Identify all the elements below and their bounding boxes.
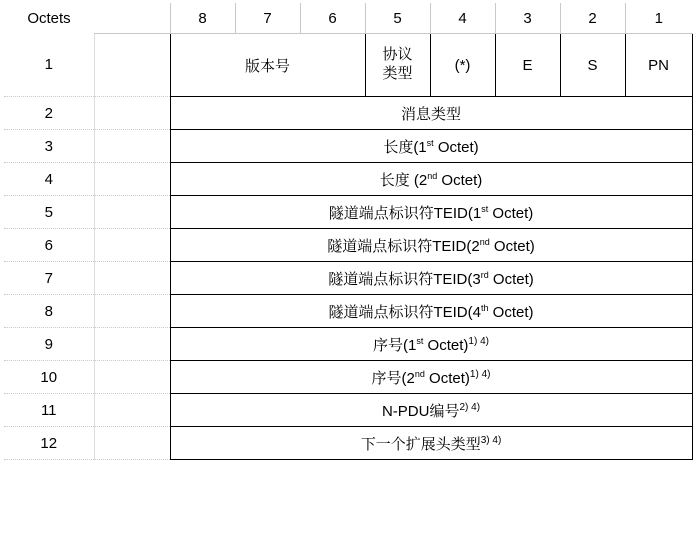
row-index-12: 12 <box>4 427 94 460</box>
table-row <box>4 361 692 394</box>
field-teid-octet2-base: 隧道端点标识符TEID(2 <box>327 237 480 255</box>
row-gap-7 <box>94 262 170 295</box>
field-teid-octet4-sup: th <box>480 302 489 313</box>
field-teid-octet4-tail: Octet) <box>488 303 534 321</box>
field-teid-octet2-tail: Octet) <box>489 237 535 255</box>
field-reserved: (*) <box>430 34 495 97</box>
row-gap-4 <box>94 163 170 196</box>
field-length-octet1-tail: Octet) <box>433 138 479 156</box>
table-header-row <box>4 3 692 34</box>
field-version: 版本号 <box>170 34 365 97</box>
field-length-octet2-sup: nd <box>427 170 438 181</box>
row-index-3: 3 <box>4 130 94 163</box>
field-length-octet2 <box>170 163 692 196</box>
row-gap-9 <box>94 328 170 361</box>
field-teid-octet4-base: 隧道端点标识符TEID(4 <box>328 303 481 321</box>
table-row <box>4 97 692 130</box>
gtp-header-table <box>4 3 693 460</box>
field-e-flag: E <box>495 34 560 97</box>
row-index-8: 8 <box>4 295 94 328</box>
row-gap-1 <box>94 34 170 97</box>
field-length-octet2-base: 长度 (2 <box>379 171 428 189</box>
table-row <box>4 427 692 460</box>
header-bit-1: 1 <box>625 3 692 34</box>
table-row <box>4 130 692 163</box>
header-spacer-cell <box>94 3 170 34</box>
header-bit-6: 6 <box>300 3 365 34</box>
field-teid-octet1-sup: st <box>481 203 489 214</box>
field-sequence-octet2 <box>170 361 692 394</box>
field-next-extension-header-type-base: 下一个扩展头类型 <box>360 435 481 453</box>
field-npdu-number-note: 2) 4) <box>459 401 481 413</box>
row-index-9: 9 <box>4 328 94 361</box>
field-sequence-octet1-tail: Octet) <box>423 336 469 354</box>
table-row <box>4 262 692 295</box>
field-sequence-octet1 <box>170 328 692 361</box>
field-teid-octet2-sup: nd <box>479 236 490 247</box>
field-length-octet1-base: 长度(1 <box>383 138 427 156</box>
header-bit-4: 4 <box>430 3 495 34</box>
header-bit-7: 7 <box>235 3 300 34</box>
field-length-octet1 <box>170 130 692 163</box>
table-row <box>4 34 692 97</box>
field-message-type: 消息类型 <box>170 97 692 130</box>
field-sequence-octet1-base: 序号(1 <box>373 336 417 354</box>
field-teid-octet3-base: 隧道端点标识符TEID(3 <box>328 270 481 288</box>
field-teid-octet3-sup: rd <box>480 269 489 280</box>
row-gap-10 <box>94 361 170 394</box>
field-next-extension-header-type <box>170 427 692 460</box>
field-pn-flag: PN <box>625 34 692 97</box>
row-gap-8 <box>94 295 170 328</box>
row-index-6: 6 <box>4 229 94 262</box>
row-gap-11 <box>94 394 170 427</box>
field-sequence-octet1-sup: st <box>416 335 424 346</box>
field-npdu-number <box>170 394 692 427</box>
field-teid-octet1-base: 隧道端点标识符TEID(1 <box>328 204 482 222</box>
field-npdu-number-base: N-PDU编号 <box>381 402 460 420</box>
row-index-1: 1 <box>4 34 94 97</box>
field-teid-octet1 <box>170 196 692 229</box>
field-teid-octet1-tail: Octet) <box>488 204 534 222</box>
table-row <box>4 295 692 328</box>
gtp-header-diagram <box>0 3 697 553</box>
table-row <box>4 196 692 229</box>
field-teid-octet2 <box>170 229 692 262</box>
row-index-11: 11 <box>4 394 94 427</box>
field-teid-octet3 <box>170 262 692 295</box>
field-teid-octet3-tail: Octet) <box>488 270 534 288</box>
header-bit-5: 5 <box>365 3 430 34</box>
table-row <box>4 328 692 361</box>
field-sequence-octet1-note: 1) 4) <box>468 335 489 347</box>
field-sequence-octet2-note: 1) 4) <box>469 368 491 380</box>
field-protocol-type-line1: 协议 <box>382 46 413 64</box>
header-bit-3: 3 <box>495 3 560 34</box>
field-protocol-type-line2: 类型 <box>382 65 413 82</box>
row-index-7: 7 <box>4 262 94 295</box>
field-protocol-type <box>365 34 430 97</box>
row-gap-5 <box>94 196 170 229</box>
field-teid-octet4 <box>170 295 692 328</box>
field-sequence-octet2-base: 序号(2 <box>371 369 415 387</box>
row-index-10: 10 <box>4 361 94 394</box>
header-bit-2: 2 <box>560 3 625 34</box>
field-next-extension-header-type-note: 3) 4) <box>480 434 502 446</box>
row-gap-2 <box>94 97 170 130</box>
row-index-4: 4 <box>4 163 94 196</box>
field-sequence-octet2-tail: Octet) <box>424 369 470 387</box>
field-sequence-octet2-sup: nd <box>414 368 425 379</box>
header-bit-8: 8 <box>170 3 235 34</box>
row-index-5: 5 <box>4 196 94 229</box>
field-length-octet2-tail: Octet) <box>437 171 483 189</box>
row-gap-12 <box>94 427 170 460</box>
field-s-flag: S <box>560 34 625 97</box>
field-length-octet1-sup: st <box>426 137 434 148</box>
table-row <box>4 394 692 427</box>
row-gap-6 <box>94 229 170 262</box>
table-row <box>4 229 692 262</box>
header-octets-label: Octets <box>27 9 71 27</box>
row-gap-3 <box>94 130 170 163</box>
row-index-2: 2 <box>4 97 94 130</box>
table-row <box>4 163 692 196</box>
